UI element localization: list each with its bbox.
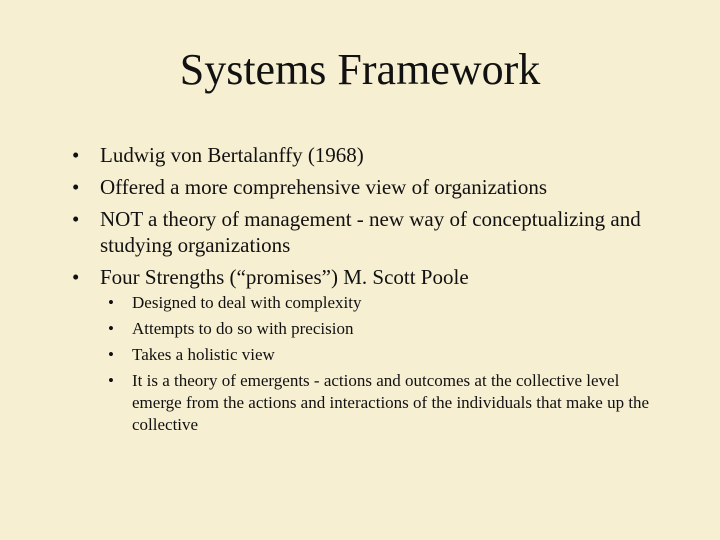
bullet-text: NOT a theory of management - new way of conceptualizing and studying organizations	[100, 207, 641, 257]
sub-bullet-text: It is a theory of emergents - actions and outcomes at the collective level emerge from the actions and interactions of the individuals that make up the collective	[132, 371, 650, 434]
bullet-icon: •	[108, 345, 114, 364]
bullet-item	[72, 264, 672, 290]
bullet-item	[72, 142, 672, 168]
bullet-item	[72, 174, 672, 200]
sub-bullet-item	[108, 370, 668, 436]
bullet-icon: •	[72, 207, 80, 231]
bullet-list	[72, 142, 672, 296]
sub-bullet-list	[108, 292, 668, 440]
sub-bullet-item	[108, 318, 668, 340]
bullet-icon: •	[108, 293, 114, 312]
bullet-icon: •	[108, 319, 114, 338]
bullet-text: Ludwig von Bertalanffy (1968)	[100, 143, 364, 167]
bullet-text: Four Strengths (“promises”) M. Scott Poole	[100, 265, 469, 289]
slide-title: Systems Framework	[179, 45, 541, 94]
sub-bullet-text: Designed to deal with complexity	[132, 293, 362, 312]
sub-bullet-item	[108, 292, 668, 314]
bullet-icon: •	[72, 265, 80, 289]
sub-bullet-text: Attempts to do so with precision	[132, 319, 354, 338]
bullet-text: Offered a more comprehensive view of organizations	[100, 175, 548, 199]
sub-bullet-item	[108, 344, 668, 366]
sub-bullet-text: Takes a holistic view	[132, 345, 275, 364]
bullet-icon: •	[108, 371, 114, 390]
bullet-icon: •	[72, 143, 80, 167]
bullet-icon: •	[72, 175, 80, 199]
bullet-item	[72, 206, 672, 258]
